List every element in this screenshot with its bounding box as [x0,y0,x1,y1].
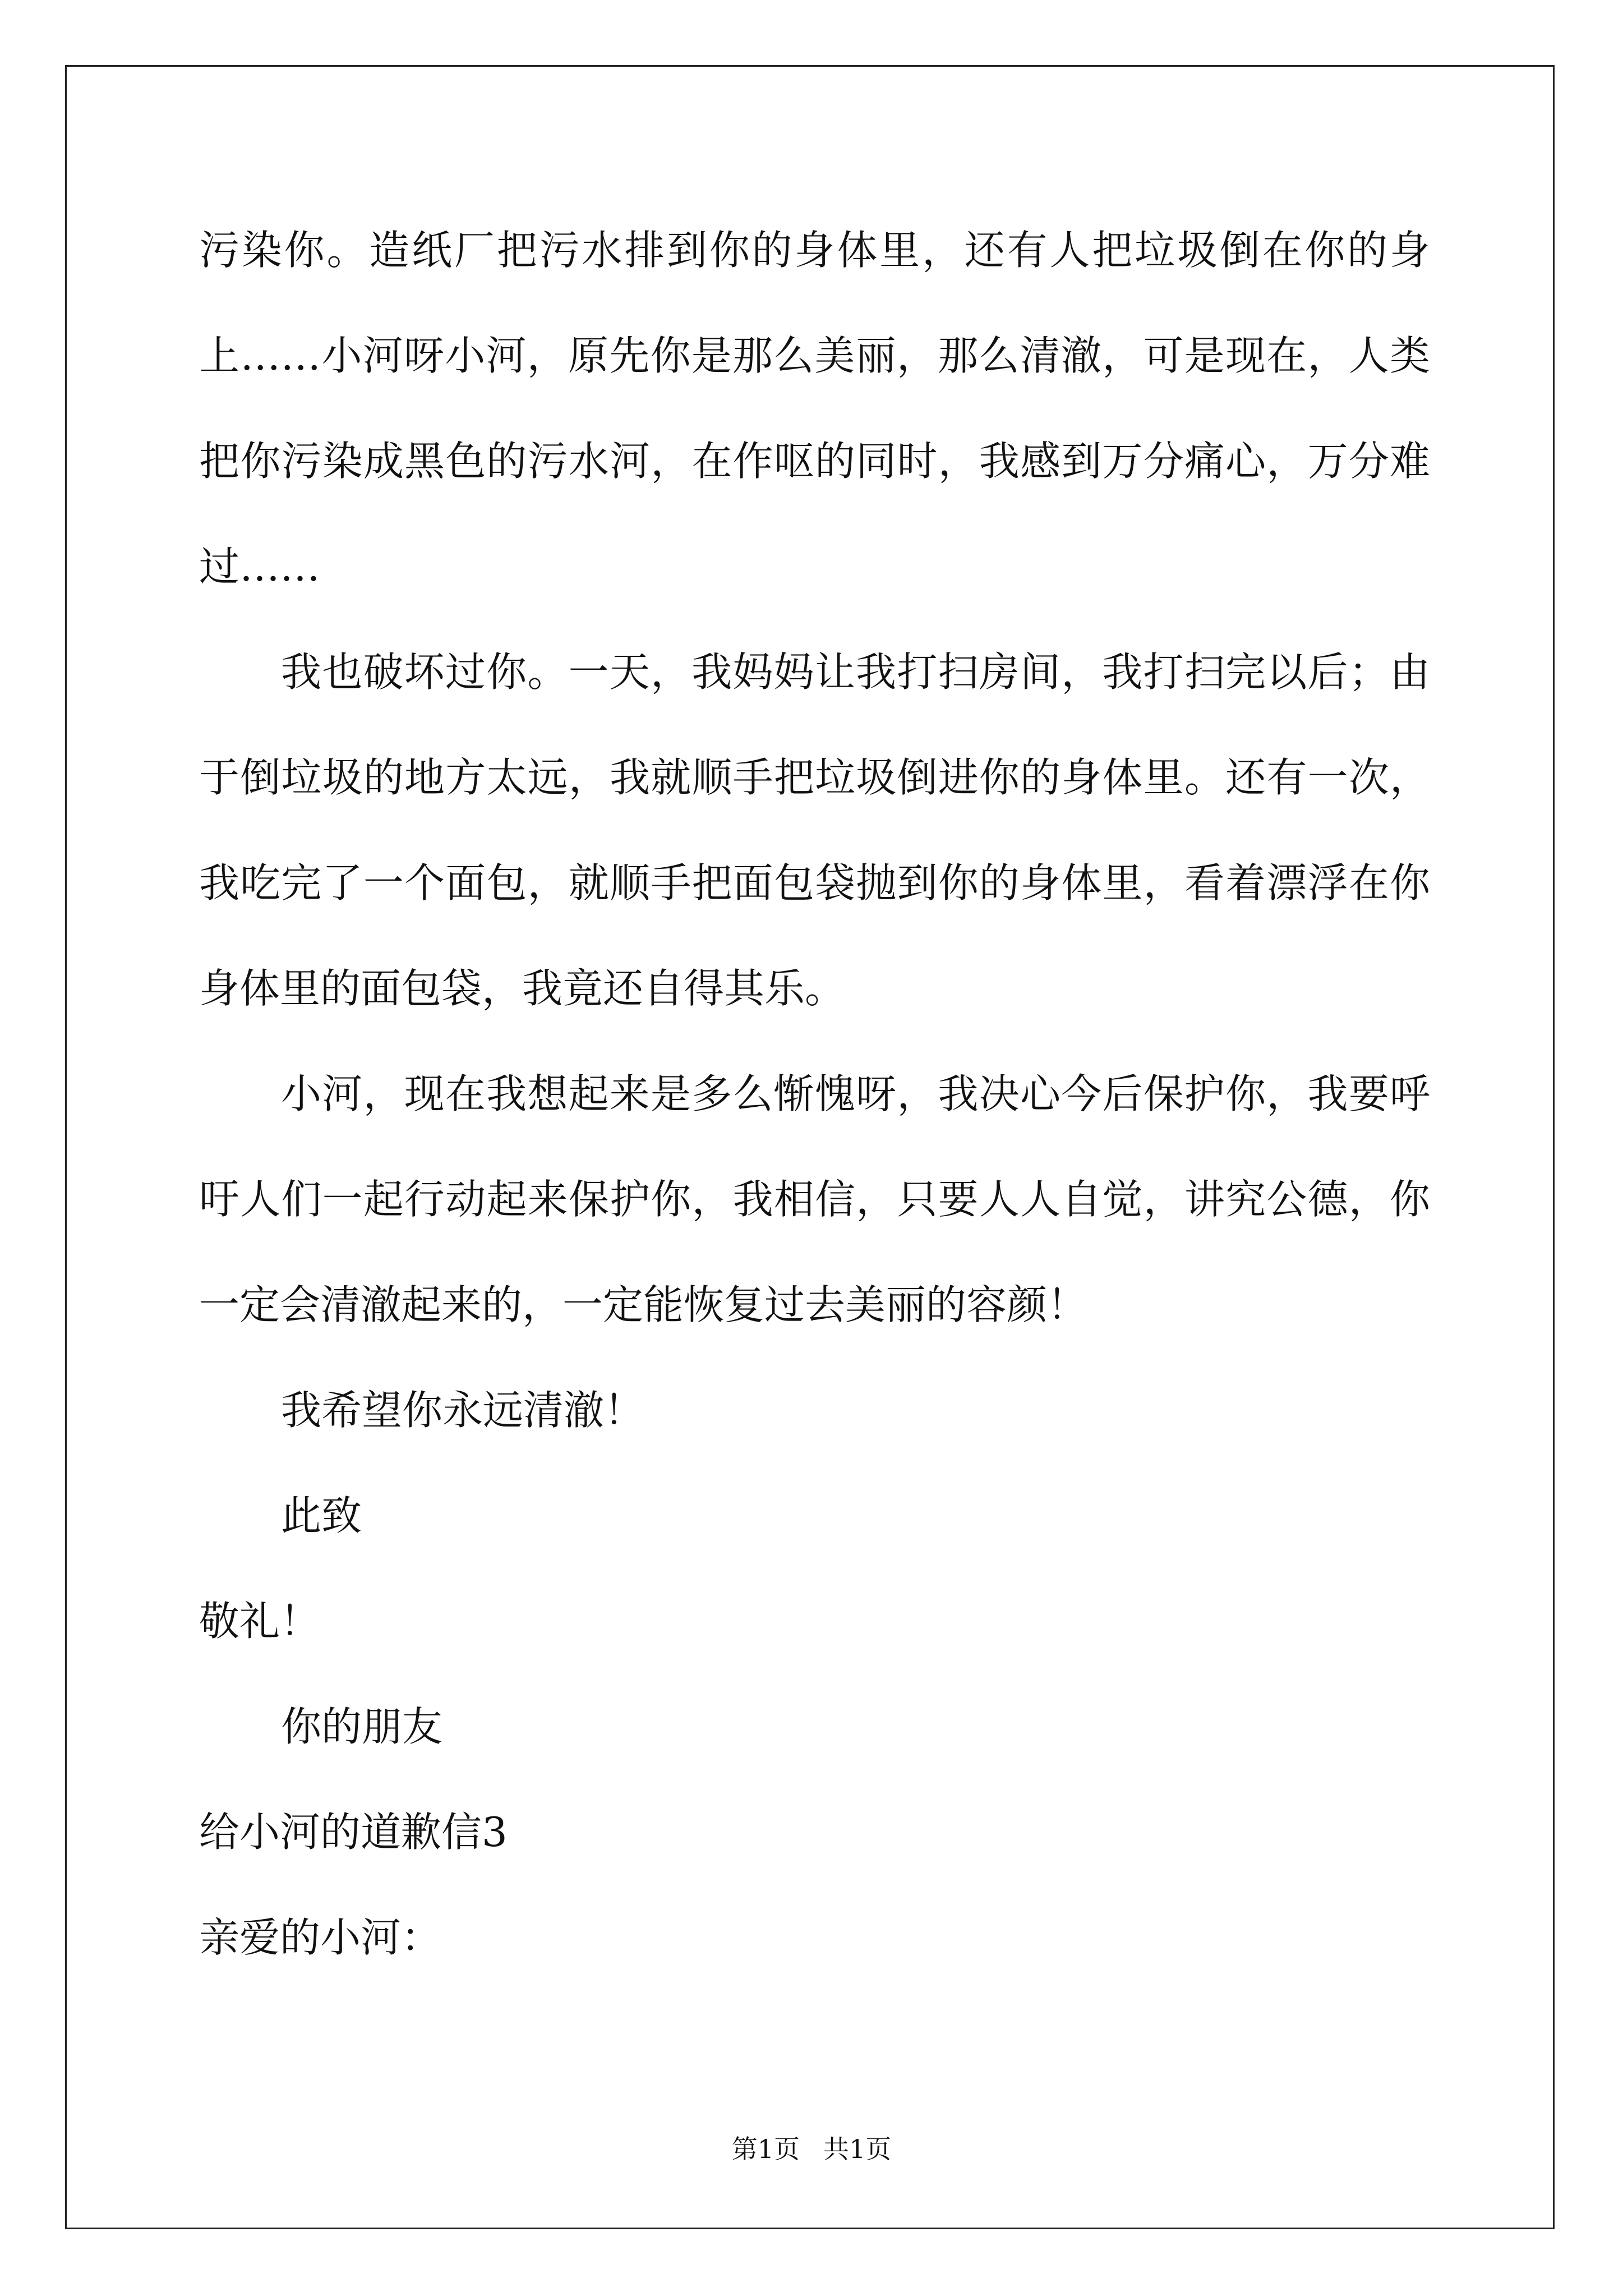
next-letter-title: 给小河的道歉信3 [199,1809,508,1856]
document-body [199,197,1430,1990]
paragraph-confession: 我也破坏过你。一天，我妈妈让我打扫房间，我打扫完以后；由于倒垃圾的地方太远，我就顺手把垃圾倒进你的身体里。还有一次，我吃完了一个面包，就顺手把面包袋抛到你的身体里，看着漂浮在你身体里的面包袋，我竟还自得其乐。 [199,648,1430,1012]
page-number-current: 第1页 [731,2134,800,2164]
paragraph-resolution: 小河，现在我想起来是多么惭愧呀，我决心今后保护你，我要呼吁人们一起行动起来保护你，我相信，只要人人自觉，讲究公德，你一定会清澈起来的，一定能恢复过去美丽的容颜！ [199,1070,1430,1328]
signature: 你的朋友 [281,1703,443,1750]
wish-line: 我希望你永远清澈！ [281,1387,645,1434]
paragraph-pollution: 污染你。造纸厂把污水排到你的身体里，还有人把垃圾倒在你的身上……小河呀小河，原先你是那么美丽，那么清澈，可是现在，人类把你污染成黑色的污水河，在作呕的同时，我感到万分痛心，万分难过…… [199,227,1430,590]
next-letter-greeting: 亲爱的小河： [199,1914,442,1961]
page-number-total: 共1页 [823,2134,892,2164]
page-footer [0,2129,1623,2166]
closing-phrase: 此致 [281,1492,362,1539]
salute: 敬礼！ [199,1598,321,1645]
